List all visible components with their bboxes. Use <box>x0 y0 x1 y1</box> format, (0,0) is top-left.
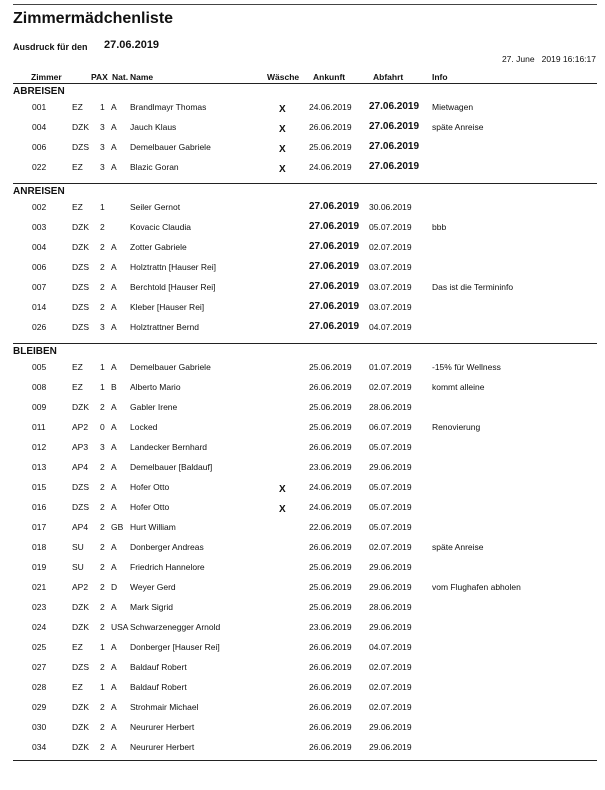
arrival-date: 24.06.2019 <box>309 102 352 112</box>
nationality: A <box>111 602 117 612</box>
info-text: Mietwagen <box>432 102 474 112</box>
nationality: A <box>111 662 117 672</box>
departure-date: 27.06.2019 <box>369 141 420 152</box>
arrival-date: 27.06.2019 <box>309 221 360 232</box>
guest-name: Jauch Klaus <box>130 122 177 132</box>
table-row <box>13 102 597 122</box>
table-row <box>13 542 597 562</box>
room-type: DZS <box>72 502 89 512</box>
laundry-mark: X <box>279 504 286 515</box>
pax-count: 2 <box>100 302 105 312</box>
departure-date: 04.07.2019 <box>369 322 412 332</box>
room-number: 030 <box>32 722 47 732</box>
table-row <box>13 142 597 162</box>
nationality: USA <box>111 622 129 632</box>
room-number: 004 <box>32 242 47 252</box>
arrival-date: 26.06.2019 <box>309 682 352 692</box>
pax-count: 3 <box>100 322 105 332</box>
room-type: EZ <box>72 642 83 652</box>
room-type: EZ <box>72 682 83 692</box>
info-text: bbb <box>432 222 447 232</box>
room-type: SU <box>72 562 84 572</box>
room-number: 012 <box>32 442 47 452</box>
departure-date: 28.06.2019 <box>369 402 412 412</box>
print-label: Ausdruck für den <box>13 42 88 52</box>
nationality: A <box>111 262 117 272</box>
room-number: 016 <box>32 502 47 512</box>
pax-count: 3 <box>100 162 105 172</box>
room-type: DZS <box>72 142 89 152</box>
column-header-info: Info <box>432 72 448 82</box>
table-row <box>13 582 597 602</box>
section-title: ANREISEN <box>13 186 65 197</box>
table-row <box>13 742 597 762</box>
guest-name: Baldauf Robert <box>130 682 187 692</box>
section-divider <box>13 343 597 344</box>
nationality: A <box>111 422 117 432</box>
table-row <box>13 722 597 742</box>
nationality: A <box>111 162 117 172</box>
room-number: 026 <box>32 322 47 332</box>
arrival-date: 27.06.2019 <box>309 301 360 312</box>
nationality: A <box>111 742 117 752</box>
guest-name: Hurt William <box>130 522 176 532</box>
guest-name: Baldauf Robert <box>130 662 187 672</box>
departure-date: 27.06.2019 <box>369 161 420 172</box>
guest-name: Landecker Bernhard <box>130 442 208 452</box>
room-type: DZS <box>72 262 89 272</box>
room-number: 034 <box>32 742 47 752</box>
departure-date: 05.07.2019 <box>369 482 412 492</box>
table-row <box>13 162 597 182</box>
guest-name: Mark Sigrid <box>130 602 173 612</box>
laundry-mark: X <box>279 124 286 135</box>
guest-name: Strohmair Michael <box>130 702 199 712</box>
arrival-date: 25.06.2019 <box>309 142 352 152</box>
nationality: A <box>111 722 117 732</box>
departure-date: 03.07.2019 <box>369 282 412 292</box>
arrival-date: 26.06.2019 <box>309 722 352 732</box>
guest-name: Demelbauer [Baldauf] <box>130 462 213 472</box>
pax-count: 2 <box>100 702 105 712</box>
room-type: DZK <box>72 242 89 252</box>
nationality: A <box>111 482 117 492</box>
guest-name: Kovacic Claudia <box>130 222 191 232</box>
table-row <box>13 382 597 402</box>
info-text: Das ist die Termininfo <box>432 282 514 292</box>
pax-count: 2 <box>100 582 105 592</box>
pax-count: 1 <box>100 382 105 392</box>
pax-count: 3 <box>100 122 105 132</box>
departure-date: 29.06.2019 <box>369 562 412 572</box>
nationality: D <box>111 582 118 592</box>
table-row <box>13 322 597 342</box>
table-row <box>13 302 597 322</box>
table-row <box>13 202 597 222</box>
room-type: DZS <box>72 482 89 492</box>
pax-count: 3 <box>100 442 105 452</box>
arrival-date: 25.06.2019 <box>309 602 352 612</box>
room-number: 002 <box>32 202 47 212</box>
laundry-mark: X <box>279 164 286 175</box>
room-type: AP4 <box>72 522 89 532</box>
room-number: 011 <box>32 422 46 432</box>
table-row <box>13 262 597 282</box>
info-text: späte Anreise <box>432 122 484 132</box>
departure-date: 05.07.2019 <box>369 222 412 232</box>
pax-count: 1 <box>100 202 105 212</box>
nationality: A <box>111 642 117 652</box>
guest-name: Hofer Otto <box>130 502 170 512</box>
departure-date: 29.06.2019 <box>369 622 412 632</box>
laundry-mark: X <box>279 104 286 115</box>
table-row <box>13 682 597 702</box>
top-divider <box>13 4 597 5</box>
arrival-date: 22.06.2019 <box>309 522 352 532</box>
guest-name: Holztrattn [Hauser Rei] <box>130 262 216 272</box>
departure-date: 27.06.2019 <box>369 101 420 112</box>
arrival-date: 26.06.2019 <box>309 642 352 652</box>
nationality: A <box>111 402 117 412</box>
room-number: 005 <box>32 362 47 372</box>
arrival-date: 26.06.2019 <box>309 442 352 452</box>
nationality: A <box>111 282 117 292</box>
arrival-date: 24.06.2019 <box>309 162 352 172</box>
print-timestamp: 27. June 2019 16:16:17 <box>501 54 596 64</box>
room-type: SU <box>72 542 84 552</box>
laundry-mark: X <box>279 484 286 495</box>
departure-date: 01.07.2019 <box>369 362 412 372</box>
room-type: DZS <box>72 302 89 312</box>
pax-count: 2 <box>100 622 105 632</box>
nationality: A <box>111 462 117 472</box>
room-number: 023 <box>32 602 47 612</box>
departure-date: 28.06.2019 <box>369 602 412 612</box>
pax-count: 3 <box>100 142 105 152</box>
pax-count: 1 <box>100 362 105 372</box>
table-row <box>13 602 597 622</box>
arrival-date: 23.06.2019 <box>309 462 352 472</box>
guest-name: Schwarzenegger Arnold <box>130 622 221 632</box>
departure-date: 27.06.2019 <box>369 121 420 132</box>
table-row <box>13 222 597 242</box>
room-number: 019 <box>32 562 47 572</box>
departure-date: 04.07.2019 <box>369 642 412 652</box>
pax-count: 1 <box>100 102 105 112</box>
column-header-pax: PAX <box>91 72 108 82</box>
pax-count: 2 <box>100 222 105 232</box>
departure-date: 02.07.2019 <box>369 682 412 692</box>
table-row <box>13 702 597 722</box>
arrival-date: 26.06.2019 <box>309 382 352 392</box>
section-divider <box>13 183 597 184</box>
nationality: A <box>111 682 117 692</box>
nationality: GB <box>111 522 124 532</box>
section-title: BLEIBEN <box>13 346 57 357</box>
pax-count: 0 <box>100 422 105 432</box>
nationality: A <box>111 542 117 552</box>
room-number: 013 <box>32 462 47 472</box>
guest-name: Hofer Otto <box>130 482 170 492</box>
room-number: 015 <box>32 482 47 492</box>
nationality: A <box>111 242 117 252</box>
table-row <box>13 622 597 642</box>
room-number: 004 <box>32 122 47 132</box>
table-row <box>13 502 597 522</box>
column-header-abfahrt: Abfahrt <box>373 72 404 82</box>
info-text: -15% für Wellness <box>432 362 501 372</box>
table-row <box>13 442 597 462</box>
pax-count: 2 <box>100 402 105 412</box>
room-type: AP2 <box>72 422 89 432</box>
pax-count: 2 <box>100 602 105 612</box>
guest-name: Demelbauer Gabriele <box>130 362 211 372</box>
guest-name: Donberger Andreas <box>130 542 204 552</box>
arrival-date: 24.06.2019 <box>309 502 352 512</box>
pax-count: 2 <box>100 242 105 252</box>
guest-name: Weyer Gerd <box>130 582 176 592</box>
room-type: EZ <box>72 382 83 392</box>
pax-count: 2 <box>100 542 105 552</box>
pax-count: 2 <box>100 282 105 292</box>
arrival-date: 26.06.2019 <box>309 662 352 672</box>
room-type: EZ <box>72 202 83 212</box>
room-type: DZK <box>72 742 89 752</box>
table-row <box>13 522 597 542</box>
guest-name: Friedrich Hannelore <box>130 562 205 572</box>
room-number: 006 <box>32 142 47 152</box>
pax-count: 2 <box>100 502 105 512</box>
arrival-date: 26.06.2019 <box>309 702 352 712</box>
guest-name: Holztrattner Bernd <box>130 322 199 332</box>
arrival-date: 27.06.2019 <box>309 241 360 252</box>
guest-name: Seiler Gernot <box>130 202 181 212</box>
departure-date: 05.07.2019 <box>369 442 412 452</box>
column-header-wasche: Wäsche <box>267 72 300 82</box>
room-type: DZK <box>72 122 89 132</box>
arrival-date: 27.06.2019 <box>309 201 360 212</box>
arrival-date: 25.06.2019 <box>309 562 352 572</box>
guest-name: Locked <box>130 422 158 432</box>
guest-name: Berchtold [Hauser Rei] <box>130 282 216 292</box>
pax-count: 2 <box>100 722 105 732</box>
info-text: späte Anreise <box>432 542 484 552</box>
arrival-date: 27.06.2019 <box>309 321 360 332</box>
departure-date: 30.06.2019 <box>369 202 412 212</box>
arrival-date: 23.06.2019 <box>309 622 352 632</box>
pax-count: 1 <box>100 682 105 692</box>
nationality: A <box>111 322 117 332</box>
guest-name: Donberger [Hauser Rei] <box>130 642 220 652</box>
info-text: vom Flughafen abholen <box>432 582 521 592</box>
nationality: A <box>111 142 117 152</box>
room-number: 014 <box>32 302 47 312</box>
room-number: 017 <box>32 522 47 532</box>
room-type: DZK <box>72 222 89 232</box>
guest-name: Neururer Herbert <box>130 742 195 752</box>
departure-date: 03.07.2019 <box>369 262 412 272</box>
pax-count: 2 <box>100 262 105 272</box>
room-number: 024 <box>32 622 47 632</box>
table-row <box>13 662 597 682</box>
arrival-date: 26.06.2019 <box>309 122 352 132</box>
room-number: 006 <box>32 262 47 272</box>
nationality: A <box>111 122 117 132</box>
room-type: EZ <box>72 102 83 112</box>
pax-count: 2 <box>100 742 105 752</box>
arrival-date: 24.06.2019 <box>309 482 352 492</box>
table-row <box>13 362 597 382</box>
departure-date: 29.06.2019 <box>369 462 412 472</box>
guest-name: Blazic Goran <box>130 162 179 172</box>
room-type: AP2 <box>72 582 89 592</box>
departure-date: 29.06.2019 <box>369 722 412 732</box>
room-number: 025 <box>32 642 47 652</box>
table-row <box>13 242 597 262</box>
guest-name: Alberto Mario <box>130 382 181 392</box>
pax-count: 2 <box>100 482 105 492</box>
bottom-divider <box>13 760 597 761</box>
room-number: 027 <box>32 662 47 672</box>
room-type: DZK <box>72 622 89 632</box>
nationality: A <box>111 502 117 512</box>
room-type: AP3 <box>72 442 89 452</box>
header-divider <box>13 83 597 84</box>
departure-date: 02.07.2019 <box>369 662 412 672</box>
arrival-date: 25.06.2019 <box>309 362 352 372</box>
room-number: 018 <box>32 542 47 552</box>
departure-date: 02.07.2019 <box>369 542 412 552</box>
column-header-nat: Nat. <box>112 72 129 82</box>
departure-date: 02.07.2019 <box>369 702 412 712</box>
guest-name: Demelbauer Gabriele <box>130 142 211 152</box>
nationality: A <box>111 102 117 112</box>
room-type: EZ <box>72 362 83 372</box>
info-text: kommt alleine <box>432 382 485 392</box>
arrival-date: 25.06.2019 <box>309 422 352 432</box>
room-number: 029 <box>32 702 47 712</box>
table-row <box>13 282 597 302</box>
room-number: 009 <box>32 402 47 412</box>
room-type: DZS <box>72 662 89 672</box>
pax-count: 2 <box>100 462 105 472</box>
column-header-ankunft: Ankunft <box>313 72 346 82</box>
nationality: A <box>111 562 117 572</box>
column-header-zimmer: Zimmer <box>31 72 62 82</box>
room-type: DZK <box>72 402 89 412</box>
room-number: 022 <box>32 162 47 172</box>
nationality: A <box>111 702 117 712</box>
section-title: ABREISEN <box>13 86 65 97</box>
room-type: AP4 <box>72 462 89 472</box>
room-number: 028 <box>32 682 47 692</box>
room-type: DZS <box>72 282 89 292</box>
room-number: 007 <box>32 282 47 292</box>
departure-date: 05.07.2019 <box>369 522 412 532</box>
room-type: DZS <box>72 322 89 332</box>
departure-date: 06.07.2019 <box>369 422 412 432</box>
nationality: B <box>111 382 117 392</box>
room-number: 003 <box>32 222 47 232</box>
departure-date: 02.07.2019 <box>369 382 412 392</box>
table-row <box>13 642 597 662</box>
arrival-date: 26.06.2019 <box>309 742 352 752</box>
pax-count: 2 <box>100 562 105 572</box>
pax-count: 2 <box>100 662 105 672</box>
table-row <box>13 562 597 582</box>
arrival-date: 25.06.2019 <box>309 402 352 412</box>
departure-date: 05.07.2019 <box>369 502 412 512</box>
nationality: A <box>111 442 117 452</box>
room-type: EZ <box>72 162 83 172</box>
guest-name: Gabler Irene <box>130 402 178 412</box>
guest-name: Kleber [Hauser Rei] <box>130 302 205 312</box>
room-number: 008 <box>32 382 47 392</box>
room-type: DZK <box>72 722 89 732</box>
room-number: 021 <box>32 582 47 592</box>
room-type: DZK <box>72 602 89 612</box>
page-title: Zimmermädchenliste <box>13 10 174 27</box>
arrival-date: 27.06.2019 <box>309 261 360 272</box>
arrival-date: 25.06.2019 <box>309 582 352 592</box>
room-type: DZK <box>72 702 89 712</box>
table-row <box>13 462 597 482</box>
table-row <box>13 422 597 442</box>
departure-date: 29.06.2019 <box>369 582 412 592</box>
nationality: A <box>111 362 117 372</box>
nationality: A <box>111 302 117 312</box>
guest-name: Zotter Gabriele <box>130 242 187 252</box>
departure-date: 03.07.2019 <box>369 302 412 312</box>
arrival-date: 26.06.2019 <box>309 542 352 552</box>
column-header-name: Name <box>130 72 154 82</box>
room-number: 001 <box>32 102 47 112</box>
arrival-date: 27.06.2019 <box>309 281 360 292</box>
print-date: 27.06.2019 <box>104 39 160 51</box>
guest-name: Neururer Herbert <box>130 722 195 732</box>
table-row <box>13 122 597 142</box>
table-row <box>13 402 597 422</box>
pax-count: 1 <box>100 642 105 652</box>
guest-name: Brandlmayr Thomas <box>130 102 207 112</box>
table-row <box>13 482 597 502</box>
pax-count: 2 <box>100 522 105 532</box>
departure-date: 02.07.2019 <box>369 242 412 252</box>
departure-date: 29.06.2019 <box>369 742 412 752</box>
info-text: Renovierung <box>432 422 481 432</box>
laundry-mark: X <box>279 144 286 155</box>
